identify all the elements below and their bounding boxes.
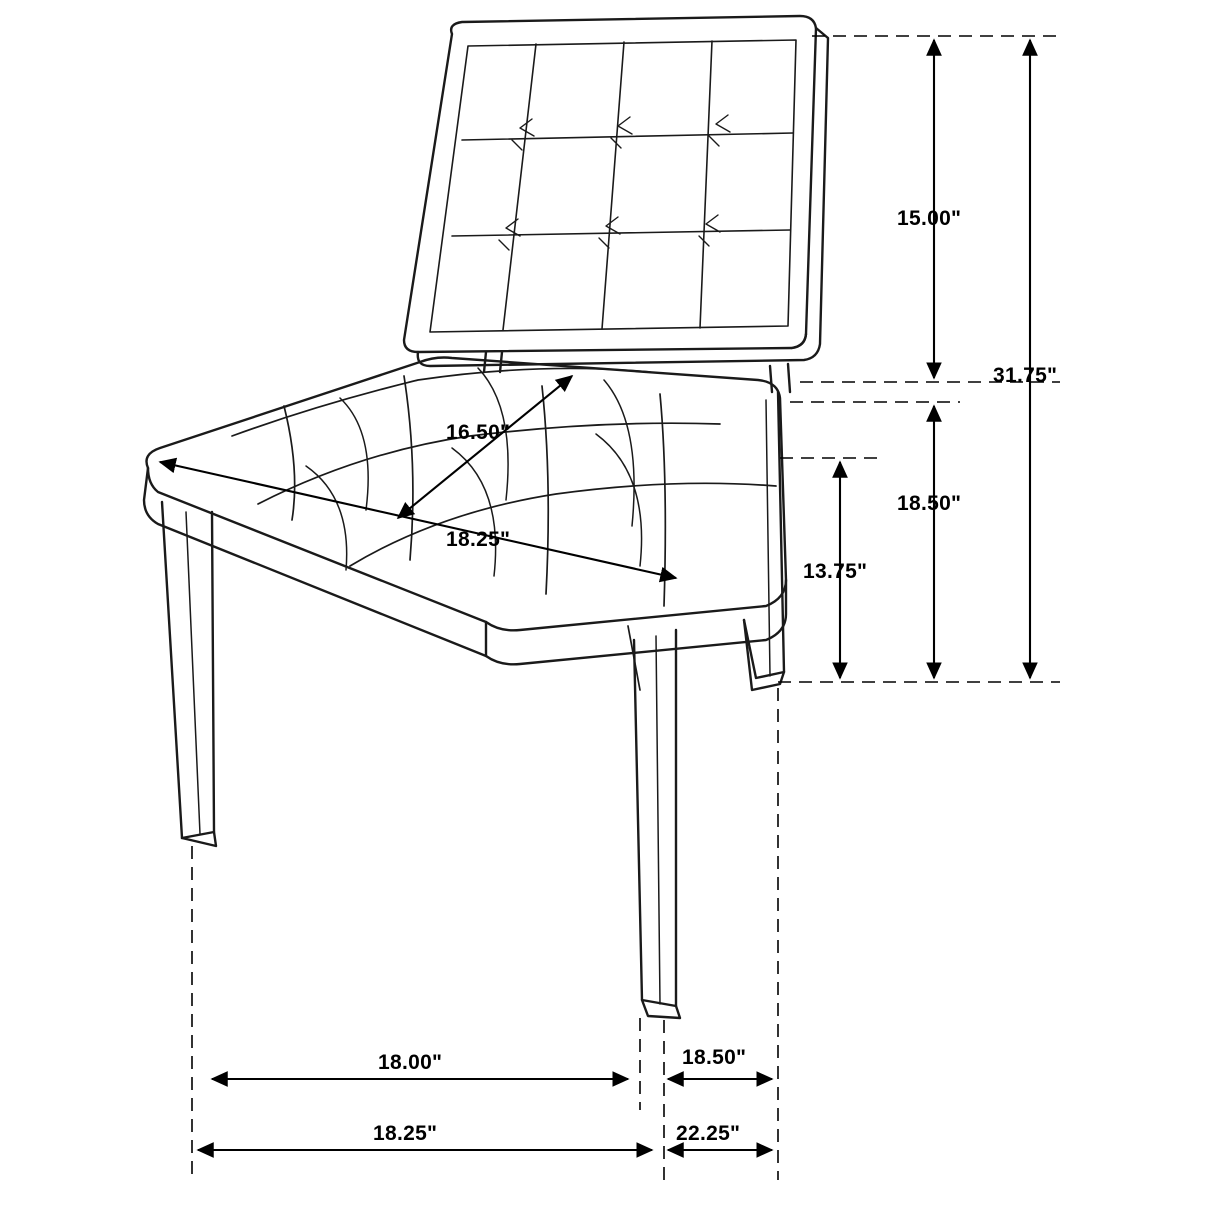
dimension-label-overall-depth: 22.25" <box>676 1122 741 1145</box>
dimension-label-backrest-height: 15.00" <box>897 207 962 230</box>
dimension-label-seat-back-height: 18.50" <box>897 492 962 515</box>
dimension-label-seat-width: 18.25" <box>446 528 511 551</box>
dimension-label-overall-width: 18.25" <box>373 1122 438 1145</box>
dimension-label-seat-depth: 16.50" <box>446 421 511 444</box>
chair-backrest <box>404 16 828 392</box>
dimension-label-seat-height: 13.75" <box>803 560 868 583</box>
dimension-label-side-leg-spread: 18.50" <box>682 1046 747 1069</box>
dimension-arrows-vertical <box>840 40 1030 678</box>
dimension-label-front-leg-spread: 18.00" <box>378 1051 443 1074</box>
chair-seat <box>144 358 786 665</box>
chair-legs <box>162 392 784 1018</box>
dimension-label-overall-height: 31.75" <box>993 364 1058 387</box>
dimension-vertical-guides-bottom <box>192 688 778 1180</box>
dimension-extension-lines <box>778 36 1060 682</box>
dimension-arrows-diagonal <box>160 376 676 578</box>
